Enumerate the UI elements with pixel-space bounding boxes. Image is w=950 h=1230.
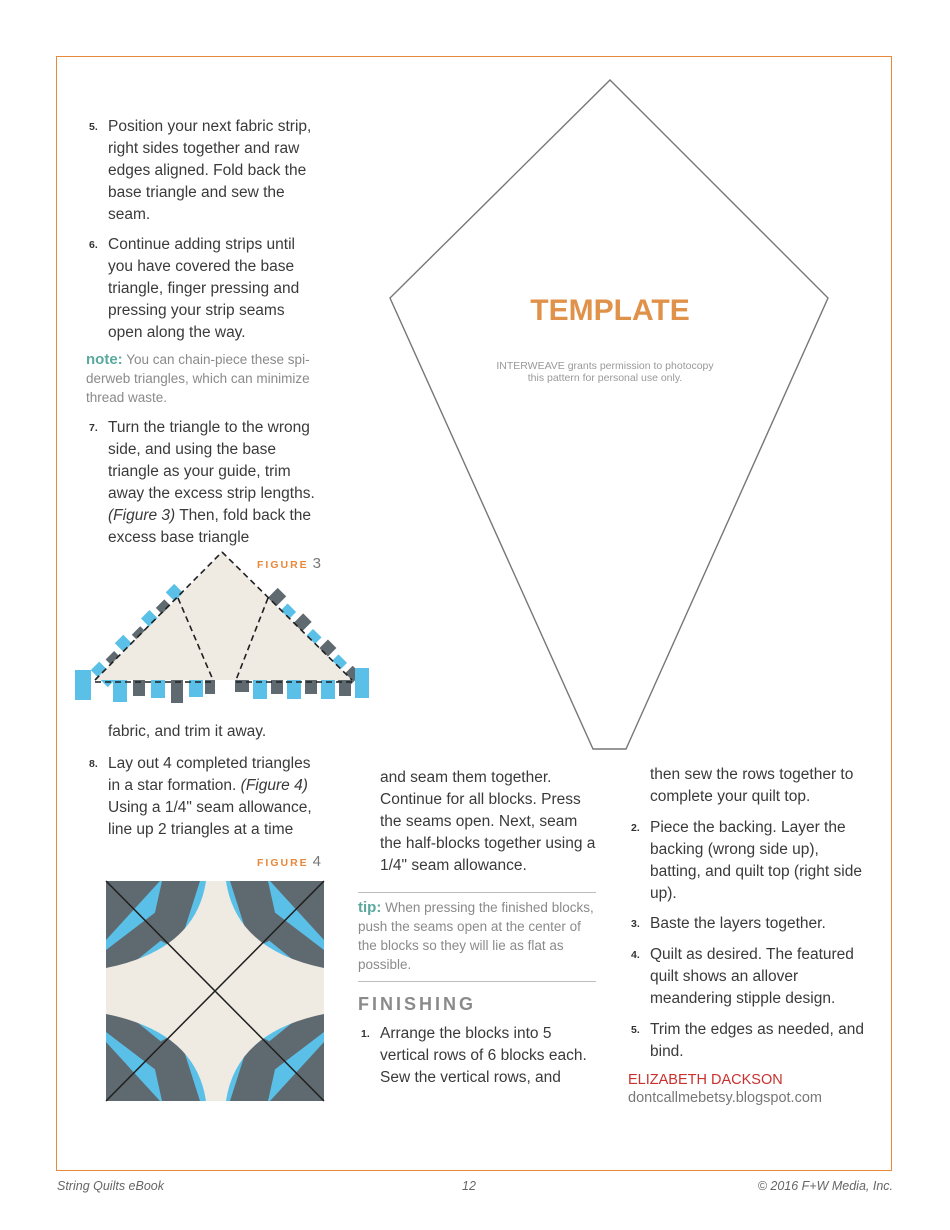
page-number: 12 <box>462 1179 476 1193</box>
note-label: note: <box>86 351 123 368</box>
step-7-continued: fabric, and trim it away. <box>108 723 267 740</box>
tip-top-rule <box>358 892 596 893</box>
tip-bottom-rule <box>358 981 596 982</box>
finishing-step-1: 1. Arrange the blocks into 5 vertical rows of 6 blocks each. Sew the vertical rows, and <box>361 1025 587 1086</box>
step-5: 5. Position your next fabric strip, right sides together and raw edges aligned. Fold back the base triangle and sew the seam. <box>108 116 326 226</box>
footer-left: String Quilts eBook <box>57 1179 164 1193</box>
figure-4-ref: (Figure 4) <box>240 777 308 794</box>
template-permission: INTERWEAVE grants permission to photocopy this pattern for personal use only. <box>496 360 714 384</box>
step-6: 6. Continue adding strips until you have covered the base triangle, finger pressing and pressing your strip seams open along the way. <box>108 234 320 344</box>
finishing-step-2: 2. Piece the backing. Layer the backing (wrong side up), batting, and quilt top (right side up). <box>631 819 862 902</box>
tip-text: When pressing the finished blocks, push the seams open at the center of the blocks so they will lie as flat as possible. <box>358 900 594 972</box>
tip-label: tip: <box>358 899 382 916</box>
step-7: 7. Turn the triangle to the wrong side, and using the base triangle as your guide, trim away the excess strip lengths. (Figure 3) Then, fold back the excess base triangle <box>89 419 315 546</box>
finishing-step-5: 5. Trim the edges as needed, and bind. <box>631 1021 864 1060</box>
figure-3-label: FIGURE 3 <box>257 555 322 572</box>
author-name: ELIZABETH DACKSON <box>628 1072 783 1088</box>
finishing-heading: FINISHING <box>358 994 477 1014</box>
figure-4-label: FIGURE 4 <box>257 853 322 870</box>
template-title: TEMPLATE <box>530 294 690 327</box>
step-5-text: Position your next fabric strip, right sides together and raw edges aligned. Fold back the base triangle and sew the seam. <box>108 118 312 223</box>
finishing-step-4: 4. Quilt as desired. The featured quilt shows an allover meandering stipple design. <box>631 946 854 1007</box>
finishing-step-3: 3. Baste the layers together. <box>631 915 826 932</box>
step-8: 8. Lay out 4 completed triangles in a star formation. (Figure 4) Using a 1/4" seam allowance, line up 2 triangles at a time <box>89 755 312 838</box>
footer-right: © 2016 F+W Media, Inc. <box>757 1179 893 1193</box>
col2-text: and seam them together. Continue for all blocks. Press the seams open. Next, seam the half-blocks together using a 1/4" seam allowance. <box>380 769 596 874</box>
figure-3-ref: (Figure 3) <box>108 507 176 524</box>
step-6-text: Continue adding strips until you have covered the base triangle, finger pressing and pressing your strip seams open along the way. <box>108 236 300 341</box>
tip <box>358 898 596 974</box>
note-text: You can chain-piece these spiderweb triangles, which can minimize thread waste. <box>86 352 310 405</box>
col3-text: then sew the rows together to complete your quilt top. <box>650 766 854 805</box>
author-site[interactable]: dontcallmebetsy.blogspot.com <box>628 1090 822 1106</box>
author-credit <box>628 1071 822 1107</box>
